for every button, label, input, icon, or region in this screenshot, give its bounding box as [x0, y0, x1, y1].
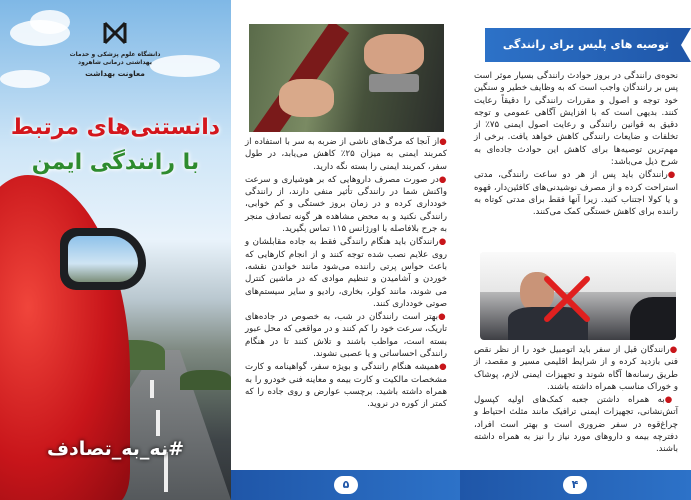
paragraph: ●رانندگان باید پس از هر دو ساعت رانندگی، مدتی استراحت کرده و از مصرف نوشیدنی‌های کافئین‌دار، قهوه و یا کولا اجتناب کنید. زیرا آنها فقط برای مدتی کوتاه به راننده برای کاهش خستگی کمک می‌کنند. [474, 170, 678, 218]
lane-marking [150, 380, 154, 398]
cover-title-line1: دانستنی‌های مرتبط [10, 115, 221, 140]
buckle [369, 74, 419, 92]
right-page [460, 0, 691, 500]
middle-page-text [245, 136, 447, 412]
cloud [0, 70, 50, 88]
paragraph: ●رانندگان باید هنگام رانندگی فقط به جاده مقابلشان و روی علایم نصب شده توجه کنند و از انجام کارهایی که باعث حواس پرتی راننده می‌شود مانند خواندن نقشه، خوردن و آشامیدن و تنظیم موادی که در ماشین کنترل می شوند، مانند کولر، بخاری، رادیو و سایر سیستم‌های صوتی خودداری کنند. [245, 237, 448, 309]
page-number: ۵ [334, 476, 358, 494]
footer-band [231, 470, 460, 500]
paragraph: ●از آنجا که مرگ‌های ناشی از ضربه به سر با استفاده از کمربند ایمنی به میزان ۲۵٪ کاهش می‌یابد، در طول سفر، کمربند ایمنی را بسته نگه دارید. [245, 137, 447, 172]
cover-panel [0, 0, 231, 500]
hand [279, 79, 334, 117]
middle-page [231, 0, 460, 500]
side-mirror-glass [68, 236, 138, 282]
right-page-bottom-text [474, 344, 678, 457]
right-page-intro [474, 70, 678, 220]
trees [180, 370, 231, 390]
university-logo [60, 20, 170, 78]
cover-title-line2: با رانندگی ایمن [31, 150, 200, 175]
department-name: معاونت بهداشت [85, 69, 145, 78]
hashtag: #نه_به_تصادف [46, 438, 185, 460]
steering-wheel [630, 297, 676, 340]
page-number: ۴ [563, 476, 587, 494]
paragraph: ●در صورت مصرف داروهایی که بر هوشیاری و سرعت واکنش شما در رانندگی تأثیر منفی دارند، از رانندگی خودداری کرده و در زمان بروز خستگی و کم خوابی، رانندگی نکنید و به محض مشاهده هر گونه تصادف منجر به جرح بلافاصله با اورژانس ۱۱۵ تماس بگیرید. [245, 174, 448, 235]
section-header: توصیه های پلیس برای رانندگی [502, 38, 669, 51]
university-emblem-icon [101, 20, 129, 46]
hand [364, 34, 424, 74]
prohibited-cross-icon [542, 274, 592, 324]
lane-marking [156, 410, 160, 436]
university-name: دانشگاه علوم پزشکی و خدمات بهداشتی درمانی شاهرود [69, 51, 161, 66]
paragraph: ●به همراه داشتن جعبه کمک‌های اولیه کپسول آتش‌نشانی، تجهیزات ایمنی ترافیک مانند مثلث احتیاط و چراغ‌قوه در سفر ضروری است و بهتر است افراد، دفترچه بیمه و داروهای مورد نیاز را نیز به همراه داشته باشند. [474, 395, 679, 455]
seatbelt-photo [249, 24, 444, 132]
paragraph: ●بهتر است رانندگان در شب، به خصوص در جاده‌های تاریک، سرعت خود را کم کنند و در مواقعی که محل عبور بسته است، مواظب باشند و تلاش کنند تا در هنگام رانندگی احساساتی و یا عصبی نشوند. [245, 312, 447, 360]
intro-paragraph: نحوه‌ی رانندگی در بروز حوادث رانندگی بسیار موثر است پس بر رانندگان واجب است که به وظایف خطیر و سنگین خود توجه و اصول و مقررات رانندگی را دقیقاً رعایت کنند. بدیهی است که با افزایش آگاهی عمومی و توجه دقیق به قوانین رانندگی و رعایت اصول ایمنی ۷۵٪ از تخلفات و ضایعات رانندگی کاهش خواهد یافت. برخی از مهم‌ترین توصیه‌ها برای کاهش این حوادث جاده‌ای به شرح ذیل می‌باشد: [474, 71, 679, 168]
footer-band [460, 470, 691, 500]
paragraph: ●همیشه هنگام رانندگی و بویژه سفر، گواهینامه و کارت مشخصات مالکیت و کارت بیمه و معاینه فنی خودرو را به همراه داشته باشید. برچسب عوارض و روی جاده را که کمتر از کوره در نروید. [245, 362, 447, 410]
distracted-driver-photo [480, 252, 676, 340]
paragraph: ●رانندگان قبل از سفر باید اتومبیل خود را از نظر نقص فنی بازدید کرده و از شرایط اقلیمی مسیر و مقصد، از طریق رسانه‌ها آگاه شوند و تجهیزات ایمنی لازم، پوشاک و خوراک مناسب همراه داشته باشند. [474, 345, 678, 392]
